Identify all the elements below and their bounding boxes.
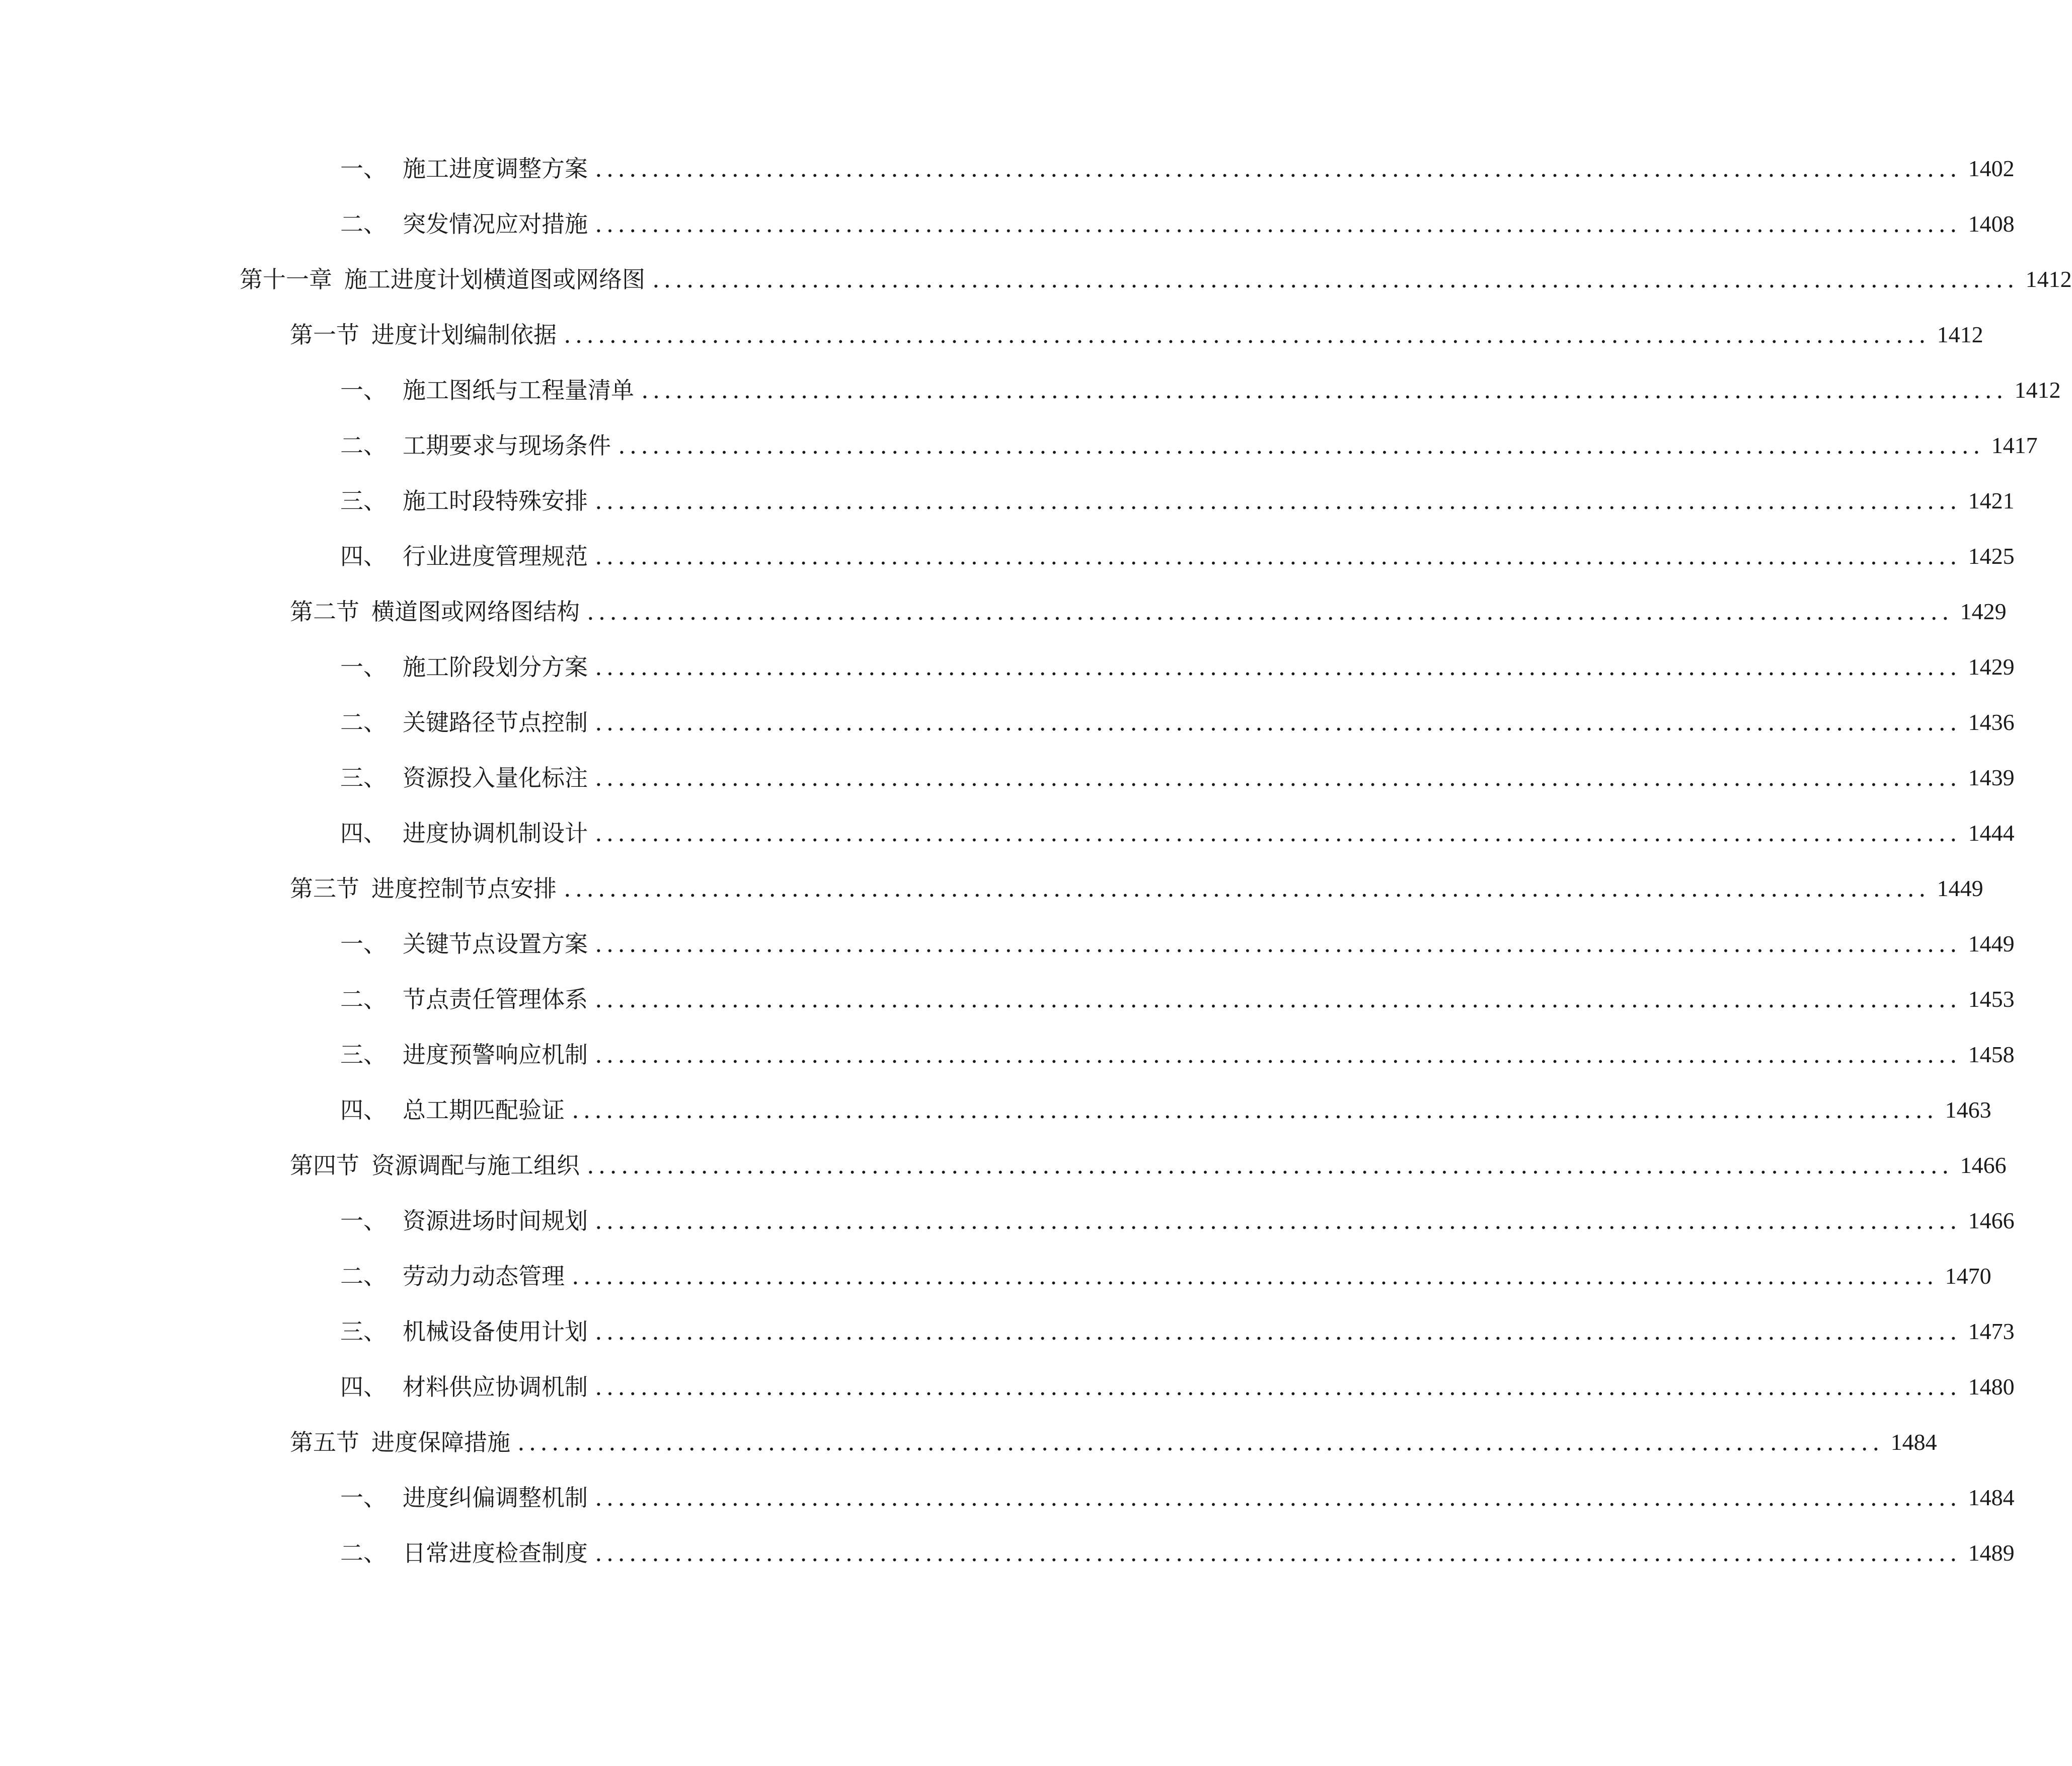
toc-entry[interactable] [340,1367,2015,1407]
toc-entry-title: 施工时段特殊安排 [403,487,588,514]
toc-entry-number: 第五节 [290,1429,359,1456]
toc-entry-page: 1429 [1960,599,2007,624]
toc-entry[interactable] [340,370,2061,410]
dot-leader: ........................................................................................................................ [595,930,1961,958]
toc-entry-number: 第一节 [290,321,359,348]
toc-entry[interactable] [340,1201,2015,1241]
toc-entry-title: 资源调配与施工组织 [371,1152,580,1179]
dot-leader: ........................................................................................................................ [595,764,1961,791]
dot-leader: ........................................................................................................................ [618,432,1984,459]
toc-entry-number: 一、 [340,1207,387,1234]
dot-leader: ........................................................................................................................ [595,1539,1961,1567]
toc-entry-section[interactable] [290,592,2007,632]
toc-entry-page: 1429 [1968,654,2015,680]
toc-entry-title: 施工阶段划分方案 [403,653,588,681]
toc-entry-page: 1463 [1945,1097,1991,1123]
toc-entry-page: 1436 [1968,709,2015,735]
toc-entry[interactable] [340,204,2015,244]
dot-leader: ........................................................................................................................ [517,1429,1884,1456]
dot-leader: ........................................................................................................................ [595,487,1961,514]
toc-entry[interactable] [340,1090,1991,1130]
toc-entry-title: 劳动力动态管理 [403,1263,565,1290]
toc-entry-page: 1470 [1945,1263,1991,1289]
dot-leader: ........................................................................................................................ [652,266,2019,293]
toc-entry-number: 三、 [340,1041,387,1068]
toc-entry-title: 进度预警响应机制 [403,1041,588,1068]
toc-entry-page: 1439 [1968,765,2015,790]
toc-entry-chapter[interactable] [240,259,2072,300]
toc-entry-section[interactable] [290,868,1983,909]
toc-entry[interactable] [340,481,2015,521]
toc-entry[interactable] [340,758,2015,798]
dot-leader: ........................................................................................................................ [595,820,1961,847]
toc-entry-number: 二、 [340,432,387,459]
dot-leader: ........................................................................................................................ [595,210,1961,238]
dot-leader: ........................................................................................................................ [595,1207,1961,1234]
toc-entry-number: 三、 [340,487,387,514]
dot-leader: ........................................................................................................................ [595,155,1961,182]
toc-entry-page: 1466 [1960,1152,2007,1178]
dot-leader: ........................................................................................................................ [595,543,1961,570]
dot-leader: ........................................................................................................................ [595,1484,1961,1511]
toc-entry-page: 1458 [1968,1042,2015,1067]
dot-leader: ........................................................................................................................ [572,1263,1938,1290]
toc-entry-number: 第二节 [290,598,359,625]
toc-entry-page: 1417 [1991,432,2038,458]
toc-entry-section[interactable] [290,1422,1937,1462]
toc-entry-page: 1484 [1890,1429,1937,1455]
toc-entry-number: 第四节 [290,1152,359,1179]
toc-entry-title: 资源进场时间规划 [403,1207,588,1234]
toc-entry[interactable] [340,1311,2015,1352]
toc-entry-title: 行业进度管理规范 [403,543,588,570]
toc-entry-number: 一、 [340,930,387,958]
toc-entry-title: 材料供应协调机制 [403,1373,588,1401]
toc-entry-number: 二、 [340,709,387,736]
toc-entry-page: 1473 [1968,1318,2015,1344]
dot-leader: ........................................................................................................................ [595,1373,1961,1401]
toc-entry-number: 一、 [340,377,387,404]
toc-entry-number: 二、 [340,210,387,238]
toc-entry-page: 1484 [1968,1485,2015,1510]
toc-entry-title: 进度控制节点安排 [371,875,557,902]
toc-entry-page: 1412 [2025,266,2072,292]
toc-entry-title: 关键路径节点控制 [403,709,588,736]
toc-entry-number: 二、 [340,1263,387,1290]
toc-entry-number: 四、 [340,820,387,847]
toc-entry-page: 1402 [1968,156,2015,181]
toc-entry-page: 1444 [1968,820,2015,846]
toc-entry-number: 一、 [340,1484,387,1511]
toc-entry-title: 工期要求与现场条件 [403,432,611,459]
toc-entry-number: 一、 [340,155,387,182]
toc-entry-number: 一、 [340,653,387,681]
toc-entry-section[interactable] [290,315,1983,355]
toc-entry-number: 四、 [340,1373,387,1401]
toc-entry-number: 三、 [340,764,387,791]
toc-entry[interactable] [340,924,2015,964]
toc-entry-title: 横道图或网络图结构 [371,598,580,625]
dot-leader: ........................................................................................................................ [587,598,1953,625]
toc-entry-title: 资源投入量化标注 [403,764,588,791]
toc-entry[interactable] [340,536,2015,576]
dot-leader: ........................................................................................................................ [595,986,1961,1013]
toc-entry[interactable] [340,702,2015,743]
dot-leader: ........................................................................................................................ [595,709,1961,736]
toc-entry[interactable] [340,979,2015,1019]
toc-entry-title: 施工进度调整方案 [403,155,588,182]
dot-leader: ........................................................................................................................ [595,1318,1961,1345]
toc-entry[interactable] [340,149,2015,189]
toc-entry[interactable] [340,425,2038,466]
dot-leader: ........................................................................................................................ [564,875,1930,902]
toc-entry-page: 1408 [1968,211,2015,237]
toc-entry-page: 1466 [1968,1208,2015,1233]
toc-entry-title: 关键节点设置方案 [403,930,588,958]
toc-entry-number: 四、 [340,1096,387,1124]
dot-leader: ........................................................................................................................ [564,321,1930,348]
toc-entry[interactable] [340,1478,2015,1518]
dot-leader: ........................................................................................................................ [572,1096,1938,1124]
toc-entry-title: 进度协调机制设计 [403,820,588,847]
toc-entry-page: 1421 [1968,488,2015,513]
toc-entry-number: 第十一章 [240,266,332,293]
toc-entry[interactable] [340,1256,1991,1296]
dot-leader: ........................................................................................................................ [641,377,2008,404]
toc-entry-page: 1489 [1968,1540,2015,1566]
toc-entry-section[interactable] [290,1145,2007,1186]
toc-entry-title: 进度保障措施 [371,1429,510,1456]
toc-entry-page: 1425 [1968,543,2015,569]
toc-entry[interactable] [340,647,2015,687]
toc-entry-number: 二、 [340,986,387,1013]
toc-entry-number: 第三节 [290,875,359,902]
toc-entry-number: 二、 [340,1539,387,1567]
dot-leader: ........................................................................................................................ [595,653,1961,681]
toc-entry-title: 总工期匹配验证 [403,1096,565,1124]
toc-entry-page: 1480 [1968,1374,2015,1400]
toc-entry-title: 机械设备使用计划 [403,1318,588,1345]
dot-leader: ........................................................................................................................ [595,1041,1961,1068]
toc-entry[interactable] [340,1533,2015,1573]
toc-entry-number: 三、 [340,1318,387,1345]
toc-entry-title: 突发情况应对措施 [403,210,588,238]
toc-entry-page: 1449 [1937,875,1983,901]
dot-leader: ........................................................................................................................ [587,1152,1953,1179]
toc-entry-title: 日常进度检查制度 [403,1539,588,1567]
toc-entry[interactable] [340,813,2015,853]
toc-entry-number: 四、 [340,543,387,570]
toc-entry-title: 施工图纸与工程量清单 [403,377,634,404]
toc-entry-page: 1449 [1968,931,2015,956]
toc-entry-title: 进度纠偏调整机制 [403,1484,588,1511]
toc-entry-page: 1412 [2014,377,2061,403]
toc-entry[interactable] [340,1035,2015,1075]
toc-entry-title: 节点责任管理体系 [403,986,588,1013]
toc-entry-page: 1412 [1937,322,1983,347]
toc-entry-title: 施工进度计划横道图或网络图 [344,266,645,293]
toc-entry-page: 1453 [1968,986,2015,1012]
toc-entry-title: 进度计划编制依据 [371,321,557,348]
